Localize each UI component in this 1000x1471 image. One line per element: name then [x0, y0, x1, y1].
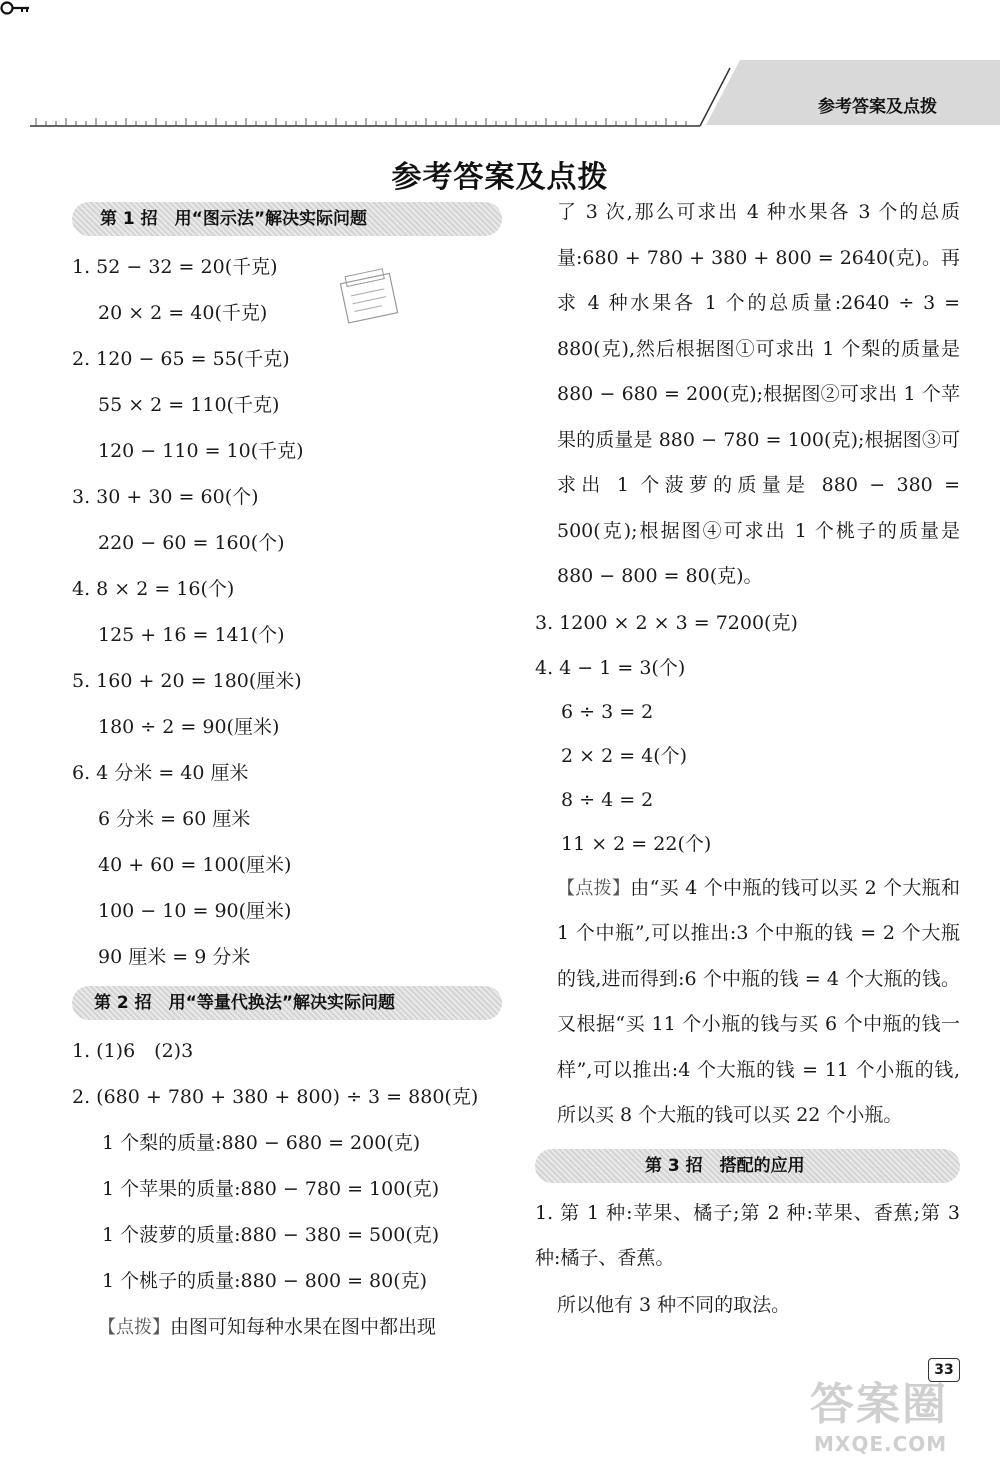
answer-line: 20 × 2 = 40(千克): [98, 302, 268, 324]
answer-line: 1 个菠萝的质量:880 − 380 = 500(克): [102, 1224, 440, 1246]
answer-line: 1. (1)6 (2)3: [72, 1040, 194, 1062]
answer-line: 40 + 60 = 100(厘米): [98, 854, 292, 876]
section-heading-3: 第 3 招 搭配的应用: [535, 1149, 960, 1183]
answer-line: 125 + 16 = 141(个): [98, 624, 285, 646]
tip-line: [72, 1304, 502, 1350]
key-icon: [0, 0, 30, 16]
tip-text: 由图可知每种水果在图中都出现: [170, 1316, 437, 1338]
watermark-url: MXQE.COM: [814, 1432, 948, 1456]
answer-line: 6 分米 = 60 厘米: [98, 808, 251, 830]
answer-line: 2. 120 − 65 = 55(千克): [72, 348, 290, 370]
answer-line: 6. 4 分米 = 40 厘米: [72, 762, 249, 784]
answer-line: 1. 52 − 32 = 20(千克): [72, 256, 278, 278]
answer-line: 8 ÷ 4 = 2: [561, 788, 654, 811]
answer-line: 4. 4 − 1 = 3(个): [535, 656, 686, 679]
page-number: 33: [928, 1358, 960, 1382]
right-column: [535, 200, 960, 1328]
answer-line: 6 ÷ 3 = 2: [561, 700, 654, 723]
answer-line: 1 个苹果的质量:880 − 780 = 100(克): [102, 1178, 440, 1200]
answer-line: 所以他有 3 种不同的取法。: [557, 1293, 791, 1316]
watermark-logo: 答案圈: [810, 1379, 948, 1430]
page-title: 参考答案及点拨: [391, 160, 609, 195]
answer-line: 120 − 110 = 10(千克): [98, 440, 304, 462]
answer-line: 220 − 60 = 160(个): [98, 532, 285, 554]
answer-line: 3. 1200 × 2 × 3 = 7200(克): [535, 611, 798, 634]
answer-paragraph: 1. 第 1 种:苹果、橘子;第 2 种:苹果、香蕉;第 3 种:橘子、香蕉。: [535, 1201, 960, 1269]
answer-line: 90 厘米 = 9 分米: [98, 946, 251, 968]
left-column: [72, 200, 502, 1350]
header-decoration: [0, 0, 1000, 140]
answer-line: 2. (680 + 780 + 380 + 800) ÷ 3 = 880(克): [72, 1086, 479, 1108]
tip-label: 【点拨】: [98, 1317, 170, 1338]
answer-line: 55 × 2 = 110(千克): [98, 394, 280, 416]
answer-line: 3. 30 + 30 = 60(个): [72, 486, 259, 508]
answer-line: 1 个梨的质量:880 − 680 = 200(克): [102, 1132, 421, 1154]
answer-line: 1 个桃子的质量:880 − 800 = 80(克): [102, 1270, 428, 1292]
header-bar: [0, 0, 1000, 140]
answer-line: 5. 160 + 20 = 180(厘米): [72, 670, 302, 692]
explanation-paragraph: 了 3 次,那么可求出 4 种水果各 3 个的总质量:680 + 780 + 380 + 800 = 2640(克)。再求 4 种水果各 1 个的总质量:2640 ÷ 3 = 880(克),然后根据图①可求出 1 个梨的质量是 880 − 680 = 200(克);根据图②可求出 1 个苹果的质量是 880 − 780 = 100(克);根据图③可求出 1 个菠萝的质量是 880 − 380 = 500(克);根据图④可求出 1 个桃子的质量是 880 − 800 = 80(克)。: [557, 201, 960, 587]
tip-paragraph: [535, 866, 960, 1139]
tip-label: 【点拨】: [557, 877, 631, 899]
answer-line: 100 − 10 = 90(厘米): [98, 900, 292, 922]
header-label: 参考答案及点拨: [818, 97, 937, 117]
watermark: [810, 1368, 948, 1456]
answer-line: 4. 8 × 2 = 16(个): [72, 578, 235, 600]
section-heading-2: 第 2 招 用“等量代换法”解决实际问题: [72, 986, 502, 1020]
answer-line: 2 × 2 = 4(个): [561, 744, 688, 767]
tip-text: 由“买 4 个中瓶的钱可以买 2 个大瓶和 1 个中瓶”,可以推出:3 个中瓶的钱 = 2 个大瓶的钱,进而得到:6 个中瓶的钱 = 4 个大瓶的钱。又根据“买 11 个小瓶的钱与买 6 个中瓶的钱一样”,可以推出:4 个大瓶的钱 = 11 个小瓶的钱,所以买 8 个大瓶的钱可以买 22 个小瓶。: [557, 876, 960, 1126]
section-heading-1: 第 1 招 用“图示法”解决实际问题: [72, 202, 502, 236]
answer-line: 11 × 2 = 22(个): [561, 832, 712, 855]
answer-line: 180 ÷ 2 = 90(厘米): [98, 716, 280, 738]
